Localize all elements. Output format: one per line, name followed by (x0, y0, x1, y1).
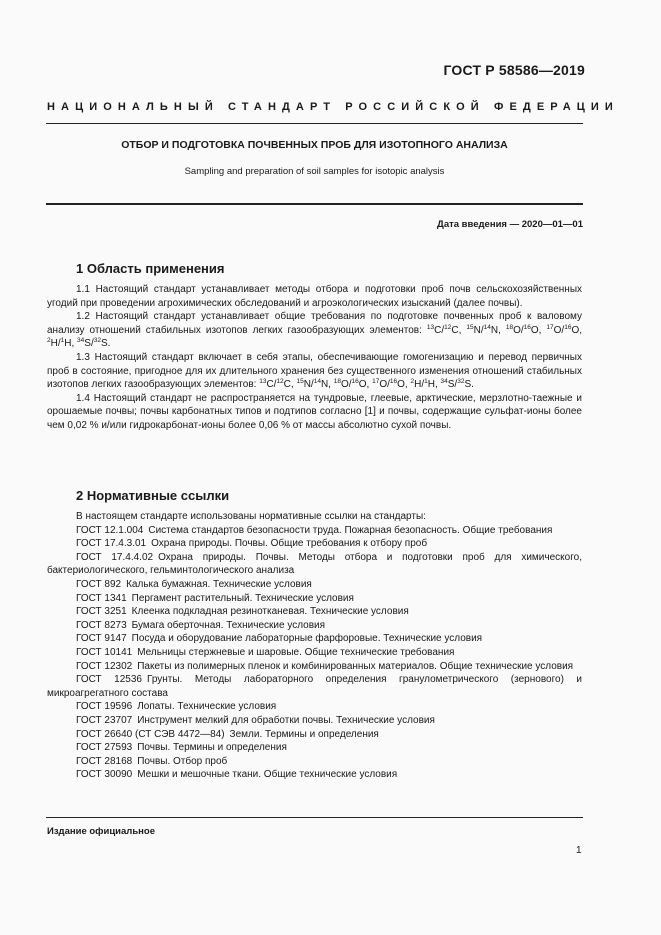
reference-code: ГОСТ 12302 (76, 660, 133, 672)
isotope-ratio: $^{13}$C/$^{12}$C (259, 378, 291, 391)
reference-code: ГОСТ 892 (76, 578, 122, 590)
reference-title: Мешки и мешочные ткани. Общие технические условия (137, 769, 398, 781)
reference-item (47, 660, 582, 674)
document-title-english: Sampling and preparation of soil samples for isotopic analysis (184, 166, 445, 177)
isotope-ratio: $^{34}$S/$^{32}$S (77, 337, 108, 350)
paragraph-1-4: 1.4 Настоящий стандарт не распространяется на тундровые, глеевые, арктические, мерзлотно-таежные и орошаемые почвы; почвы карбонатных типов и подтипов согласно [1] и почвы, содержащие сульфат-ионы более чем 0,02 % и/или гидрокарбонат-ионы более 0,06 % от массы абсолютно сухой почвы. (47, 392, 582, 431)
isotope-ratio: $^{34}$S/$^{32}$S (440, 378, 472, 391)
section-2-heading: 2 Нормативные ссылки (76, 488, 230, 503)
reference-title: Мельницы стержневые и шаровые. Общие технические требования (137, 646, 455, 658)
reference-title: Калька бумажная. Технические условия (126, 578, 312, 590)
paragraph-1-3-text: 1.3 Настоящий стандарт включает в себя этапы, обеспечивающие гомогенизацию и перевод первичных проб в состояние, пригодное для их длительного хранения без существенного изменения отношений стабильных изотопов легких газообразующих элементов: (47, 351, 582, 391)
reference-item (47, 632, 582, 646)
reference-item (47, 728, 582, 742)
paragraph-1-3: 1.3 Настоящий стандарт включает в себя этапы, обеспечивающие гомогенизацию и перевод первичных проб в состояние, пригодное для их длительного хранения без существенного изменения отношений стабильных изотопов легких газообразующих элементов: $^{13}$C/$^{12}$C, $^{15}$N/$^{14}$N, $^{18}$O/$^{16}$O, $^{17}$O/$^{16}$O, $^2$H/$^1$H, $^{34}$S/$^{32}$S. (47, 351, 582, 391)
reference-title: Пакеты из полимерных пленок и комбинированных материалов. Общие технические условия (137, 660, 574, 672)
isotope-ratio: $^{13}$C/$^{12}$C (426, 323, 459, 336)
isotope-ratio: $^{17}$O/$^{16}$O (546, 323, 580, 336)
reference-code: ГОСТ 30090 (76, 769, 133, 781)
isotope-ratio: $^2$H/$^1$H (410, 378, 435, 391)
reference-code: ГОСТ 17.4.3.01 (76, 538, 147, 550)
isotope-ratio: $^{15}$N/$^{14}$N (466, 323, 499, 336)
isotope-ratio: $^2$H/$^1$H (47, 337, 72, 350)
reference-code: ГОСТ 28168 (76, 755, 133, 767)
reference-code: ГОСТ 12.1.004 (76, 524, 144, 536)
reference-title: Клеенка подкладная резинотканевая. Технические условия (131, 606, 409, 618)
reference-item (47, 755, 582, 769)
paragraph-1-2: 1.2 Настоящий стандарт устанавливает общие требования по подготовке почвенных проб к валовому анализу отношений стабильных изотопов легких газообразующих элементов: $^{13}$C/$^{12}$C, $^{15}$N/$^{14}$N, $^{18}$O/$^{16}$O, $^{17}$O/$^{16}$O, $^2$H/$^1$H, $^{34}$S/$^{32}$S. (47, 311, 582, 350)
reference-code: ГОСТ 8273 (76, 619, 127, 631)
reference-title: Охрана природы. Почвы. Методы отбора и подготовки проб для химического, бактериологического, гельминтологического анализа (47, 551, 582, 577)
reference-code: ГОСТ 12536 (76, 674, 142, 686)
normative-references (47, 510, 582, 782)
reference-title: Грунты. Методы лабораторного определения гранулометрического (зернового) и микроагрегатного состава (47, 674, 583, 699)
reference-item (47, 592, 582, 606)
isotope-ratio: $^{18}$O/$^{16}$O (505, 323, 539, 336)
reference-title: Система стандартов безопасности труда. Пожарная безопасность. Общие требования (148, 524, 553, 536)
national-standard-banner: НАЦИОНАЛЬНЫЙ СТАНДАРТ РОССИЙСКОЙ ФЕДЕРАЦИИ (47, 101, 619, 113)
reference-title: Инструмент мелкий для обработки почвы. Технические условия (137, 714, 435, 726)
reference-title: Бумага оберточная. Технические условия (131, 619, 326, 631)
reference-item (47, 700, 582, 714)
reference-title: Лопаты. Технические условия (137, 701, 277, 713)
isotope-list: $^{13}$C/$^{12}$C, $^{15}$N/$^{14}$N, $^{18}$O/$^{16}$O, $^{17}$O/$^{16}$O, $^2$H/$^1$H, $^{34}$S/$^{32}$S (259, 378, 472, 391)
official-edition-label: Издание официальное (47, 826, 155, 837)
isotope-ratio: $^{17}$O/$^{16}$O (372, 378, 405, 391)
reference-title: Почвы. Отбор проб (137, 755, 228, 767)
reference-code: ГОСТ 3251 (76, 606, 127, 618)
reference-item (47, 605, 582, 619)
reference-item (47, 673, 582, 700)
reference-title: Почвы. Термины и определения (137, 742, 287, 754)
reference-item (47, 768, 582, 782)
paragraph-1-2-text: 1.2 Настоящий стандарт устанавливает общие требования по подготовке почвенных проб к валовому анализу отношений стабильных изотопов легких газообразующих элементов: (47, 311, 582, 336)
reference-code: ГОСТ 23707 (76, 714, 133, 726)
section-1-body (47, 283, 582, 433)
reference-code: ГОСТ 19596 (76, 701, 133, 713)
page-number: 1 (576, 845, 582, 856)
reference-code: ГОСТ 27593 (76, 742, 133, 754)
reference-title: Земли. Термины и определения (229, 728, 379, 740)
effective-date: Дата введения — 2020—01—01 (437, 219, 583, 230)
section-1-heading: 1 Область применения (76, 261, 225, 276)
reference-item (47, 537, 582, 551)
reference-code: ГОСТ 10141 (76, 646, 133, 658)
reference-item (47, 714, 582, 728)
reference-title: Пергамент растительный. Технические условия (131, 592, 354, 604)
reference-item (47, 524, 582, 538)
reference-code: ГОСТ 17.4.4.02 (76, 551, 154, 563)
standard-number: ГОСТ Р 58586—2019 (443, 62, 585, 78)
reference-code: ГОСТ 1341 (76, 592, 127, 604)
reference-title: Охрана природы. Почвы. Общие требования к отбору проб (151, 538, 428, 550)
isotope-list: $^{13}$C/$^{12}$C, $^{15}$N/$^{14}$N, $^{18}$O/$^{16}$O, $^{17}$O/$^{16}$O, $^2$H/$^1$H, $^{34}$S/$^{32}$S (47, 323, 582, 350)
footer-divider (46, 817, 583, 818)
isotope-ratio: $^{18}$O/$^{16}$O (333, 378, 367, 391)
isotope-ratio: $^{15}$N/$^{14}$N (296, 378, 329, 391)
reference-title: Посуда и оборудование лабораторные фарфоровые. Технические условия (131, 633, 483, 645)
title-divider (46, 203, 583, 205)
reference-item (47, 578, 582, 592)
reference-item (47, 551, 582, 578)
reference-item (47, 619, 582, 633)
reference-item (47, 646, 582, 660)
header-divider (46, 123, 583, 124)
paragraph-1-1: 1.1 Настоящий стандарт устанавливает методы отбора и подготовки проб почв сельскохозяйственных угодий при проведении агрохимических обследований и агроэкологических изысканий (далее почвы). (47, 284, 582, 309)
reference-item (47, 741, 582, 755)
references-intro: В настоящем стандарте использованы нормативные ссылки на стандарты: (76, 511, 426, 522)
document-title: ОТБОР И ПОДГОТОВКА ПОЧВЕННЫХ ПРОБ ДЛЯ ИЗОТОПНОГО АНАЛИЗА (121, 139, 508, 151)
reference-code: ГОСТ 9147 (76, 633, 127, 645)
reference-code: ГОСТ 26640 (СТ СЭВ 4472—84) (76, 728, 225, 740)
